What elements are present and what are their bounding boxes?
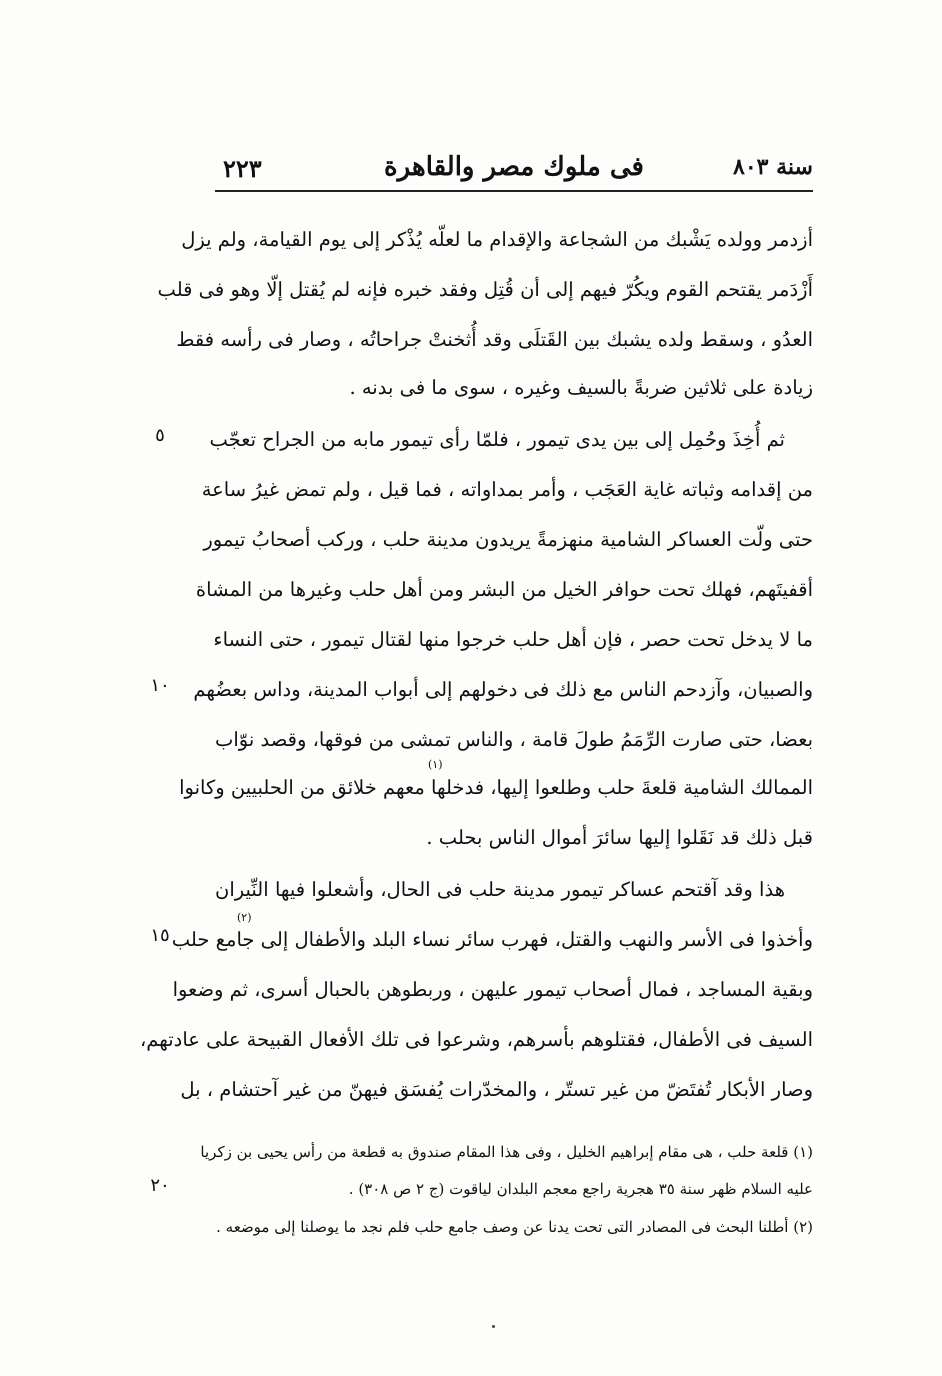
text-line: ثم أُخِذَ وحُمِل إلى بين يدى تيمور ، فلمّا رأى تيمور مابه من الجراح تعجّب [209, 428, 785, 451]
footnote: (١) قلعة حلب ، هى مقام إبراهيم الخليل ، وفى هذا المقام صندوق به قطعة من رأس يحيى بن زكريا [200, 1143, 813, 1161]
text-line: الممالك الشامية قلعةَ حلب وطلعوا إليها، فدخلها معهم خلائق من الحلبيين وكانوا [179, 776, 813, 799]
margin-line-number: ١٥ [150, 925, 170, 946]
margin-line-number: ١٠ [150, 675, 170, 696]
text-line: وأخذوا فى الأسر والنهب والقتل، فهرب سائر نساء البلد والأطفال إلى جامع حلب [171, 928, 813, 951]
running-header [215, 150, 813, 192]
footnote-marker: (٢) [237, 911, 252, 924]
text-line: وصار الأبكار تُفتَضّ من غير تستّر ، والمخدّرات يُفسَق فيهنّ من غير آحتشام ، بل [180, 1078, 813, 1101]
footnote-marker: (١) [428, 758, 443, 771]
text-line: العدُو ، وسقط ولده يشبك بين القَتلَى وقد أُثخنتْ جراحاتُه ، وصار فى رأسه فقط [176, 328, 813, 351]
print-speck [492, 1325, 495, 1328]
text-line: أَزْدَمر يقتحم القوم ويكُرّ فيهم إلى أن قُتِل وفقد خبره فإنه لم يُقتل إلّا وهو فى قلب [157, 278, 813, 301]
text-line: بعضا، حتى صارت الرِّمَمُ طولَ قامة ، والناس تمشى من فوقها، وقصد نوّاب [215, 728, 813, 751]
text-line: ما لا يدخل تحت حصر ، فإن أهل حلب خرجوا منها لقتال تيمور ، حتى النساء [213, 628, 813, 651]
page-number: ٢٢٣ [223, 154, 262, 183]
margin-line-number: ٢٠ [150, 1175, 170, 1196]
footnote: عليه السلام ظهر سنة ٣٥ هجرية راجع معجم البلدان لياقوت (ج ٢ ص ٣٠٨) . [348, 1180, 813, 1198]
text-line: أزدمر وولده يَشْبك من الشجاعة والإقدام ما لعلّه يُذْكر إلى يوم القيامة، ولم يزل [181, 228, 813, 251]
footnote: (٢) أطلنا البحث فى المصادر التى تحت يدنا عن وصف جامع حلب فلم نجد ما يوصلنا إلى موضعه . [216, 1218, 813, 1236]
margin-line-number: ٥ [155, 425, 165, 446]
text-line: وبقية المساجد ، فمال أصحاب تيمور عليهن ، وربطوهن بالحبال أسرى، ثم وضعوا [172, 978, 813, 1001]
text-line: أقفيتَهم، فهلك تحت حوافر الخيل من البشر ومن أهل حلب وغيرها من المشاة [195, 578, 813, 601]
text-line: من إقدامه وثباته غاية العَجَب ، وأمر بمداواته ، فما قيل ، ولم تمض غيرُ ساعة [201, 478, 813, 501]
text-line: هذا وقد آقتحم عساكر تيمور مدينة حلب فى الحال، وأشعلوا فيها النِّيران [215, 878, 785, 901]
header-year: سنة ٨٠٣ [733, 154, 813, 180]
text-line: السيف فى الأطفال، فقتلوهم بأسرهم، وشرعوا فى تلك الأفعال القبيحة على عادتهم، [139, 1028, 813, 1051]
text-line: حتى ولّت العساكر الشامية منهزمةً يريدون مدينة حلب ، وركب أصحابُ تيمور [203, 528, 813, 551]
text-line: والصبيان، وآزدحم الناس مع ذلك فى دخولهم إلى أبواب المدينة، وداس بعضُهم [193, 678, 813, 701]
text-line: قبل ذلك قد نَقَلوا إليها سائرَ أموال الناس بحلب . [426, 826, 813, 849]
text-line: زيادة على ثلاثين ضربةً بالسيف وغيره ، سوى ما فى بدنه . [349, 376, 813, 399]
header-title: فى ملوك مصر والقاهرة [384, 152, 644, 182]
